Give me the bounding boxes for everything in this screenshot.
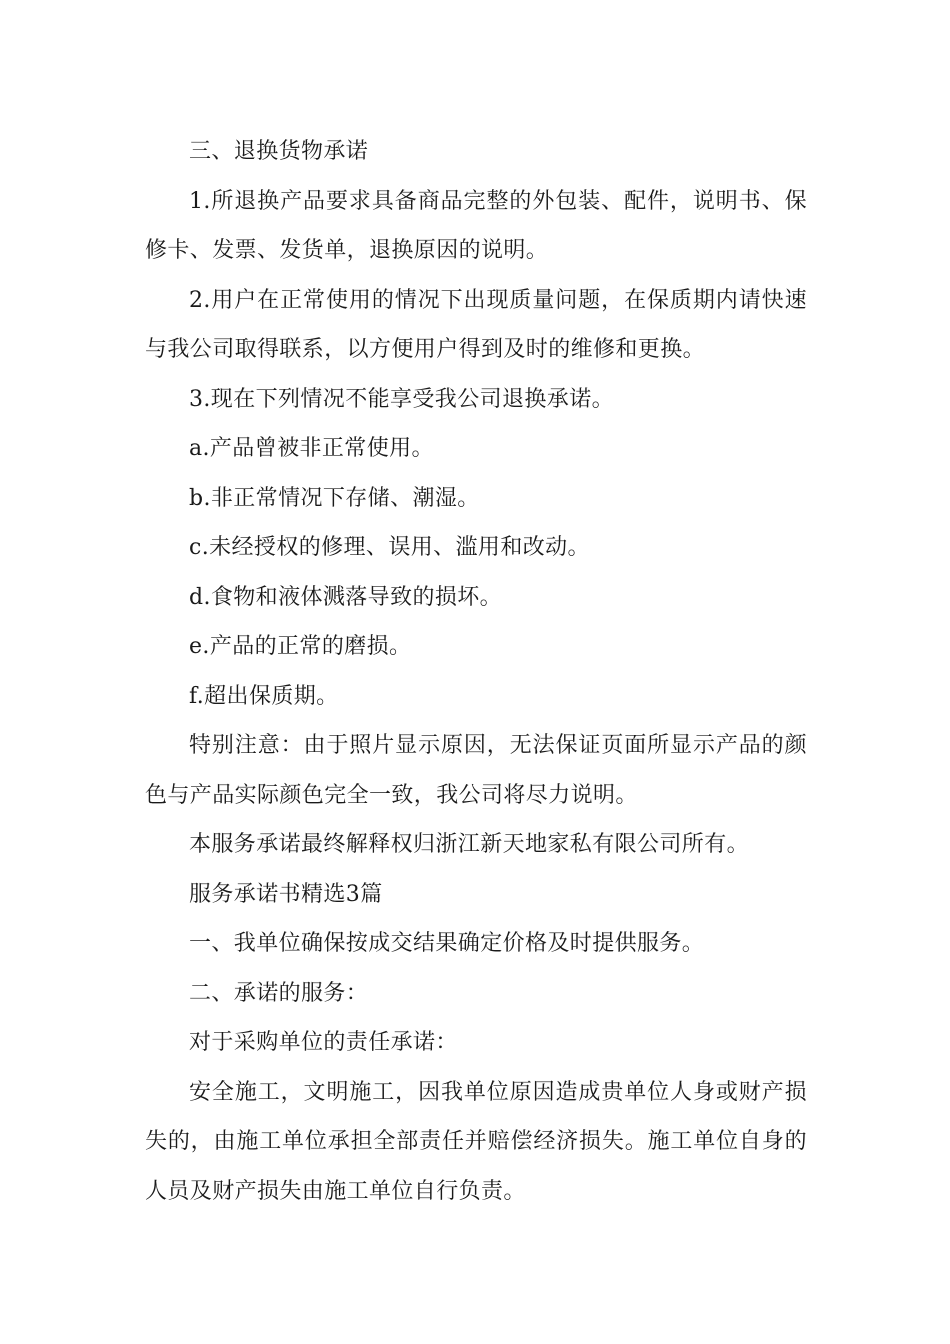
commitment-item-2: 二、承诺的服务： — [189, 980, 369, 1006]
responsibility-heading: 对于采购单位的责任承诺： — [189, 1030, 458, 1055]
safety-paragraph: 安全施工，文明施工，因我单位原因造成贵单位人身或财产损失的，由施工单位承担全部责任并赔偿经济损失。施工单位自身的人员及财产损失由施工单位自行负责。 — [145, 1079, 807, 1204]
section-heading-returns: 三、退换货物承诺 — [189, 139, 369, 164]
list-item-e: e.产品的正常的磨损。 — [189, 634, 412, 659]
list-item-d: d.食物和液体溅落导致的损坏。 — [189, 584, 503, 610]
paragraph-item-3: 3.现在下列情况不能享受我公司退换承诺。 — [189, 386, 614, 412]
commitment-item-1: 一、我单位确保按成交结果确定价格及时提供服务。 — [189, 931, 705, 956]
section-title: 服务承诺书精选3篇 — [189, 881, 383, 907]
paragraph-item-1: 1.所退换产品要求具备商品完整的外包装、配件，说明书、保修卡、发票、发货单，退换原因的说明。 — [145, 188, 807, 263]
list-item-c: c.未经授权的修理、误用、滥用和改动。 — [189, 535, 590, 560]
list-item-a: a.产品曾被非正常使用。 — [189, 436, 434, 461]
special-notice: 特别注意：由于照片显示原因，无法保证页面所显示产品的颜色与产品实际颜色完全一致，我公司将尽力说明。 — [145, 733, 807, 808]
paragraph-item-2: 2.用户在正常使用的情况下出现质量问题，在保质期内请快速与我公司取得联系，以方便用户得到及时的维修和更换。 — [145, 287, 807, 362]
document-body — [145, 127, 807, 1216]
list-item-b: b.非正常情况下存储、潮湿。 — [189, 485, 480, 511]
list-item-f: f.超出保质期。 — [189, 683, 339, 709]
interpretation-right: 本服务承诺最终解释权归浙江新天地家私有限公司所有。 — [189, 832, 750, 857]
